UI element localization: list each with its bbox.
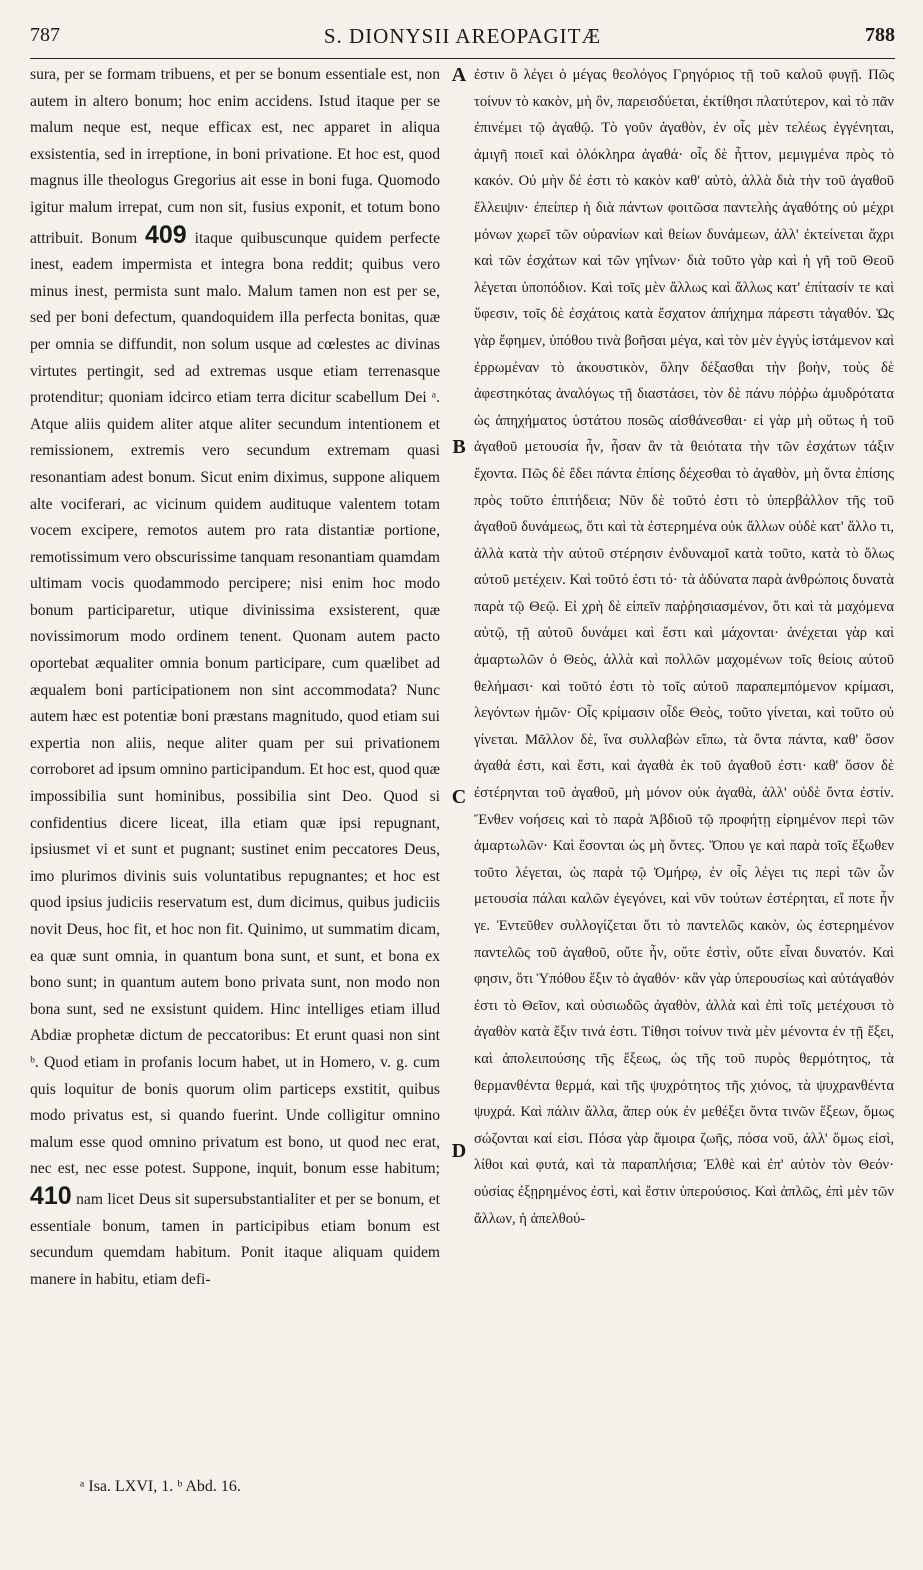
- margin-letter-a: A: [451, 64, 467, 86]
- margin-letter-d: D: [451, 1140, 467, 1162]
- page-header: [30, 24, 895, 54]
- footnotes: ᵃ Isa. LXVI, 1. ᵇ Abd. 16.: [80, 1478, 241, 1495]
- running-title: S. DIONYSII AREOPAGITÆ: [323, 24, 602, 48]
- page-number-right: 788: [865, 24, 895, 46]
- greek-text: ἐστιν ὃ λέγει ὁ μέγας θεολόγος Γρηγόριος τῇ τοῦ καλοῦ φυγῇ. Πῶς τοίνυν τὸ κακὸν, μὴ ὂν, παρεισδύεται, ἐκτίθησι πλατύτερον, καὶ τὸ πᾶν ἐπινέμει τῷ ἀγαθῷ. Τὸ γοῦν ἀγαθὸν, ἐν οἷς μὲν τελέως ἐγγένηται, ἀμιγῆ ποιεῖ καὶ ὁλόκληρα ἀγαθά· οἷς δὲ ἧττον, μεμιγμένα πρὸς τὸ κακόν. Οὐ μὴν δέ ἐστι τὸ κακὸν καθ' αὑτὸ, ἀλλὰ διὰ τὴν τοῦ ἀγαθοῦ ἔλλειψιν· ἐπείπερ ἡ διὰ πάντων φοιτῶσα παντελὴς ἀγαθότης οὐ μέχρι μόνων χωρεῖ τῶν οὐρανίων καὶ θείων δυνάμεων, ἀλλ' ἐκτείνεται ἄχρι καὶ τῶν ἐσχάτων καὶ τῶν γηΐνων· διὰ τοῦτο γὰρ καὶ ἡ γῆ τοῦ Θεοῦ λέγεται ὑποπόδιον. Καὶ τοῖς μὲν ἄλλως καὶ ἄλλως κατ' ἐπίτασίν τε καὶ ὕφεσιν, τοῖς δὲ ἐσχάτοις κατὰ ἔσχατον ἀπήχημα πάρεστι τἀγαθόν. Ὡς γὰρ ἔφημεν, ὑπόθου τινὰ βοῆσαι μέγα, καὶ τὸν μὲν ἐγγὺς ἱστάμενον καὶ ἐρρωμέναν τὸ ἀκουστικὸν, ὅλην δέξασθαι τὴν βοὴν, τοὺς δὲ ἀφεστηκότας ἀναλόγως τῇ διαστάσει, τὸν δὲ πάνυ πόῤῥω ἀμυδρότατα ὡς ἀπηχήματος ὑστάτου πosῶς αἰσθάνεσθαι· εἰ γὰρ μὴ οὕτως ἡ τοῦ ἀγαθοῦ μετουσία ἦν, ἦσαν ἂν τὰ θειότατα τὴν τῶν ἐσχάτων τάξιν ἔχοντα. Πῶς δὲ ἔδει πάντα ἐπίσης δέχεσθαι τὸ ἀγαθὸν, μὴ ὄντα ἐπίσης πρὸς τοῦτο ἐπιτήδεια; Νῦν δὲ τοῦτό ἐστι τὸ ὑπερβάλλον τῆς τοῦ ἀγαθοῦ δυνάμεως, ὅτι καὶ τὰ ἐστερημένα οὐκ ἄλλων οὐδὲ κατ' ἄλλο τι, ἀλλὰ κατὰ τὴν αὐτοῦ στέρησιν ἐνδυναμοῖ κατὰ τοῦτο, κατὰ τὸ ὅλως αὐτοῦ μετέχειν. Καὶ τοῦτό ἐστι τό· τὰ ἀδύνατα παρὰ ἀνθρώποις δυνατὰ παρὰ τῷ Θεῷ. Εἰ χρὴ δὲ εἰπεῖν παῤῥησιασμένον, ὅτι καὶ τὰ μαχόμενα αὐτῷ, τῇ αὐτοῦ δυνάμει καὶ ἔστι καὶ μάχονται· ἀνέχεται γὰρ καὶ ἁμαρτωλῶν ὁ Θεὸς, ἀλλὰ καὶ πολλῶν μαχομένων τοῖς θείοις αὐτοῦ θελήμασι· καὶ τοῦτό ἐστι τὸ τοῖς αὐτοῦ παραπεμπόμενον κρίμασι, λεγόντων ἡμῶν· Οἷς κρίμασιν οἶδε Θεὸς, τοῦτο γίνεται, καὶ τοῦτο οὐ γίνεται. Μᾶλλον δὲ, ἵνα συλλαβὼν εἴπω, τὰ ὄντα πάντα, καθ' ὅσον ἀγαθά ἐστι, καὶ ἔστι, καὶ ἀγαθὰ ἐκ τοῦ ἀγαθοῦ ἐστι· καθ' ὅσον δὲ ἐστέρηνται τοῦ ἀγαθοῦ, μὴ μόνον οὐκ ἀγαθὰ, ἀλλ' οὐδὲ ὄντα ἐστίν. Ἔνθεν νοήσεις καὶ τὸ παρὰ Ἀβδιοῦ τῷ προφήτῃ εἰρημένον περὶ τῶν ἁμαρτωλῶν· Καὶ ἔσονται ὡς μὴ ὄντες. Ὅπου γε καὶ παρὰ τοῖς ἔξωθεν τοῦτο λέγεται, ὡς παρὰ τῷ Ὁμήρῳ, ἐν οἷς λέγει τις περὶ τῶν ὧν μετουσία πάλαι καλῶν ἐγεγόνει, καὶ νῦν τούτων ἐστέρηται, εἴ ποτε ἦν γε. Ἐντεῦθεν συλλογίζεται ὅτι τὸ παντελῶς κακὸν, ὡς ἐστερημένον παντελῶς τοῦ ἀγαθοῦ, οὔτε ἦν, οὔτε ἐστὶν, οὔτε εἶναι δυνατόν. Καὶ φησιν, ὅτι Ὑπόθου ἕξιν τὸ ἀγαθόν· κἂν γὰρ ὑπερουσίως καὶ αὐτάγαθόν ἐστι τὸ Θεῖον, καὶ οὐσιωδῶς ἀγαθὸν, ἀλλὰ καὶ ἐπὶ τοῖς μετέχουσι τὸ ἀγαθὸν κατὰ ἕξιν τινά ἐστι. Τίθησι τοίνυν τινὰ μὲν μένοντα ἐν τῇ ἕξει, καὶ ἀπολειπούσης τῆς ἕξεως, ὡς τῆς τοῦ πυρὸς θερμότητος, τὰ θερμανθέντα θερμά, καὶ τῆς ψυχρότητος τῆς χιόνος, τὰ ψυχρανθέντα ψυχρά. Καὶ πάλιν ἄλλα, ἅπερ οὐκ ἐν μεθέξει ὄντα τινῶν ἕξεων, ὅμως σώζονται καί εἰσι. Πόσα γὰρ ἄμοιρα ζωῆς, πόσα νοῦ, ἀλλ' ὅμως εἰσὶ, λίθοι καὶ φυτά, καὶ τὰ παραπλήσια; Ἐλθὲ καὶ ἐπ' αὐτὸν τὸν Θεόν· οὐσίας ἐξῃρημένος ἐστὶ, καὶ ἔστιν ὑπερούσιος. Καὶ ἁπλῶς, ἐπὶ μὲν τῶν ἄλλων, ἡ ἀπελθού-: [474, 67, 894, 1227]
- latin-column: [30, 62, 440, 1293]
- greek-column: [474, 62, 894, 1232]
- column-number-409: 409: [145, 220, 187, 249]
- column-number-410: 410: [30, 1181, 72, 1210]
- latin-text: [30, 62, 440, 1293]
- page-number-left: 787: [30, 24, 60, 46]
- latin-segment-2: itaque quibuscunque quidem perfecte inest, eadem impermista et integra bona reddit; quibus vero minus inest, permista sunt malo. Malum tamen non est per se, sed per boni defectum, quandoquidem illa perfecta bonitas, quæ per omnia se diffundit, non solum usque ad cœlestes ac divinas virtutes pertingit, sed ad extremas usque etiam terrenasque protenditur; quoniam idcirco etiam terra dicitur scabellum Dei ᵃ. Atque aliis quidem aliter atque aliter secundum intentionem et remissionem, extremis vero secundum extremam quasi resonantiam adest bonum. Sicut enim diximus, suppone aliquem alte vociferari, ac vicinum quidem audituque valentem totam vocem excipere, remotos autem pro rata distantiæ portione, remotissimum vero obscurissime tanquam resonantiam quamdam ultimam vocis quodammodo percipere; nisi enim hoc modo bonum participaretur, utique divinissima exsisterent, quæ novissimorum modo ordinem tenent. Quonam autem pacto oportebat æqualiter omnia bonum participare, cum quælibet ad æqualem boni participationem non sint accommodata? Nunc autem hæc est potentiæ boni præstans magnitudo, quod etiam sui expertia non aliis, neque aliter quam per sui privationem corroboret ad ipsum omnino participandum. Et hoc est, quod quæ impossibilia sunt hominibus, possibilia sint Deo. Quod si confidentius dicere liceat, illa etiam quæ ipsi repugnant, ipsiusmet vi et sunt et pugnant; sustinet enim peccatores Deus, imo plurimos divinis suis voluntatibus repugnantes; et hoc est quod ipsius judiciis reservatum est, dum dicimus, quibus judiciis novit Deus, hoc fit, et hoc non fit. Quinimo, ut summatim dicam, ea quæ sunt omnia, in quantum bona sunt, et sunt, et bona ex bono sunt; in quantum autem bono privata sunt, non modo non bona sunt, sed ne exsistunt quidem. Hinc intelliges etiam illud Abdiæ prophetæ dictum de peccatoribus: Et erunt quasi non sint ᵇ. Quod etiam in profanis locum habet, ut in Homero, v. g. cum quis loquitur de bonis quorum olim particeps exstitit, quibus modo privatus est, si quando fuerint. Unde colligitur omnino malum esse quod omnino privatum est bono, ut quod nec erat, nec est, nec esse potest. Suppone, inquit, bonum esse habitum;: [30, 229, 441, 1178]
- latin-segment-1: sura, per se formam tribuens, et per se bonum essentiale est, non autem in altero bonum; hoc enim accidens. Istud itaque per se malum neque est, neque efficax est, nec apparet in aliqua exsistentia, sed in irreptione, in boni privatione. Et hoc est, quod magnus ille theologus Gregorius ait esse in boni fuga. Quomodo igitur malum irrepat, cum non sit, fusius exponit, et totum bono attribuit. Bonum: [30, 66, 440, 247]
- margin-letter-c: C: [451, 786, 467, 808]
- latin-segment-3: nam licet Deus sit supersubstantialiter et per se bonum, et essentiale bonum, tamen in participibus etiam bonum est secundum quemdam habitum. Ponit itaque aliquam quidem manere in habitu, etiam defi-: [30, 1190, 441, 1288]
- margin-letter-b: B: [452, 436, 466, 458]
- header-rule: [30, 58, 895, 59]
